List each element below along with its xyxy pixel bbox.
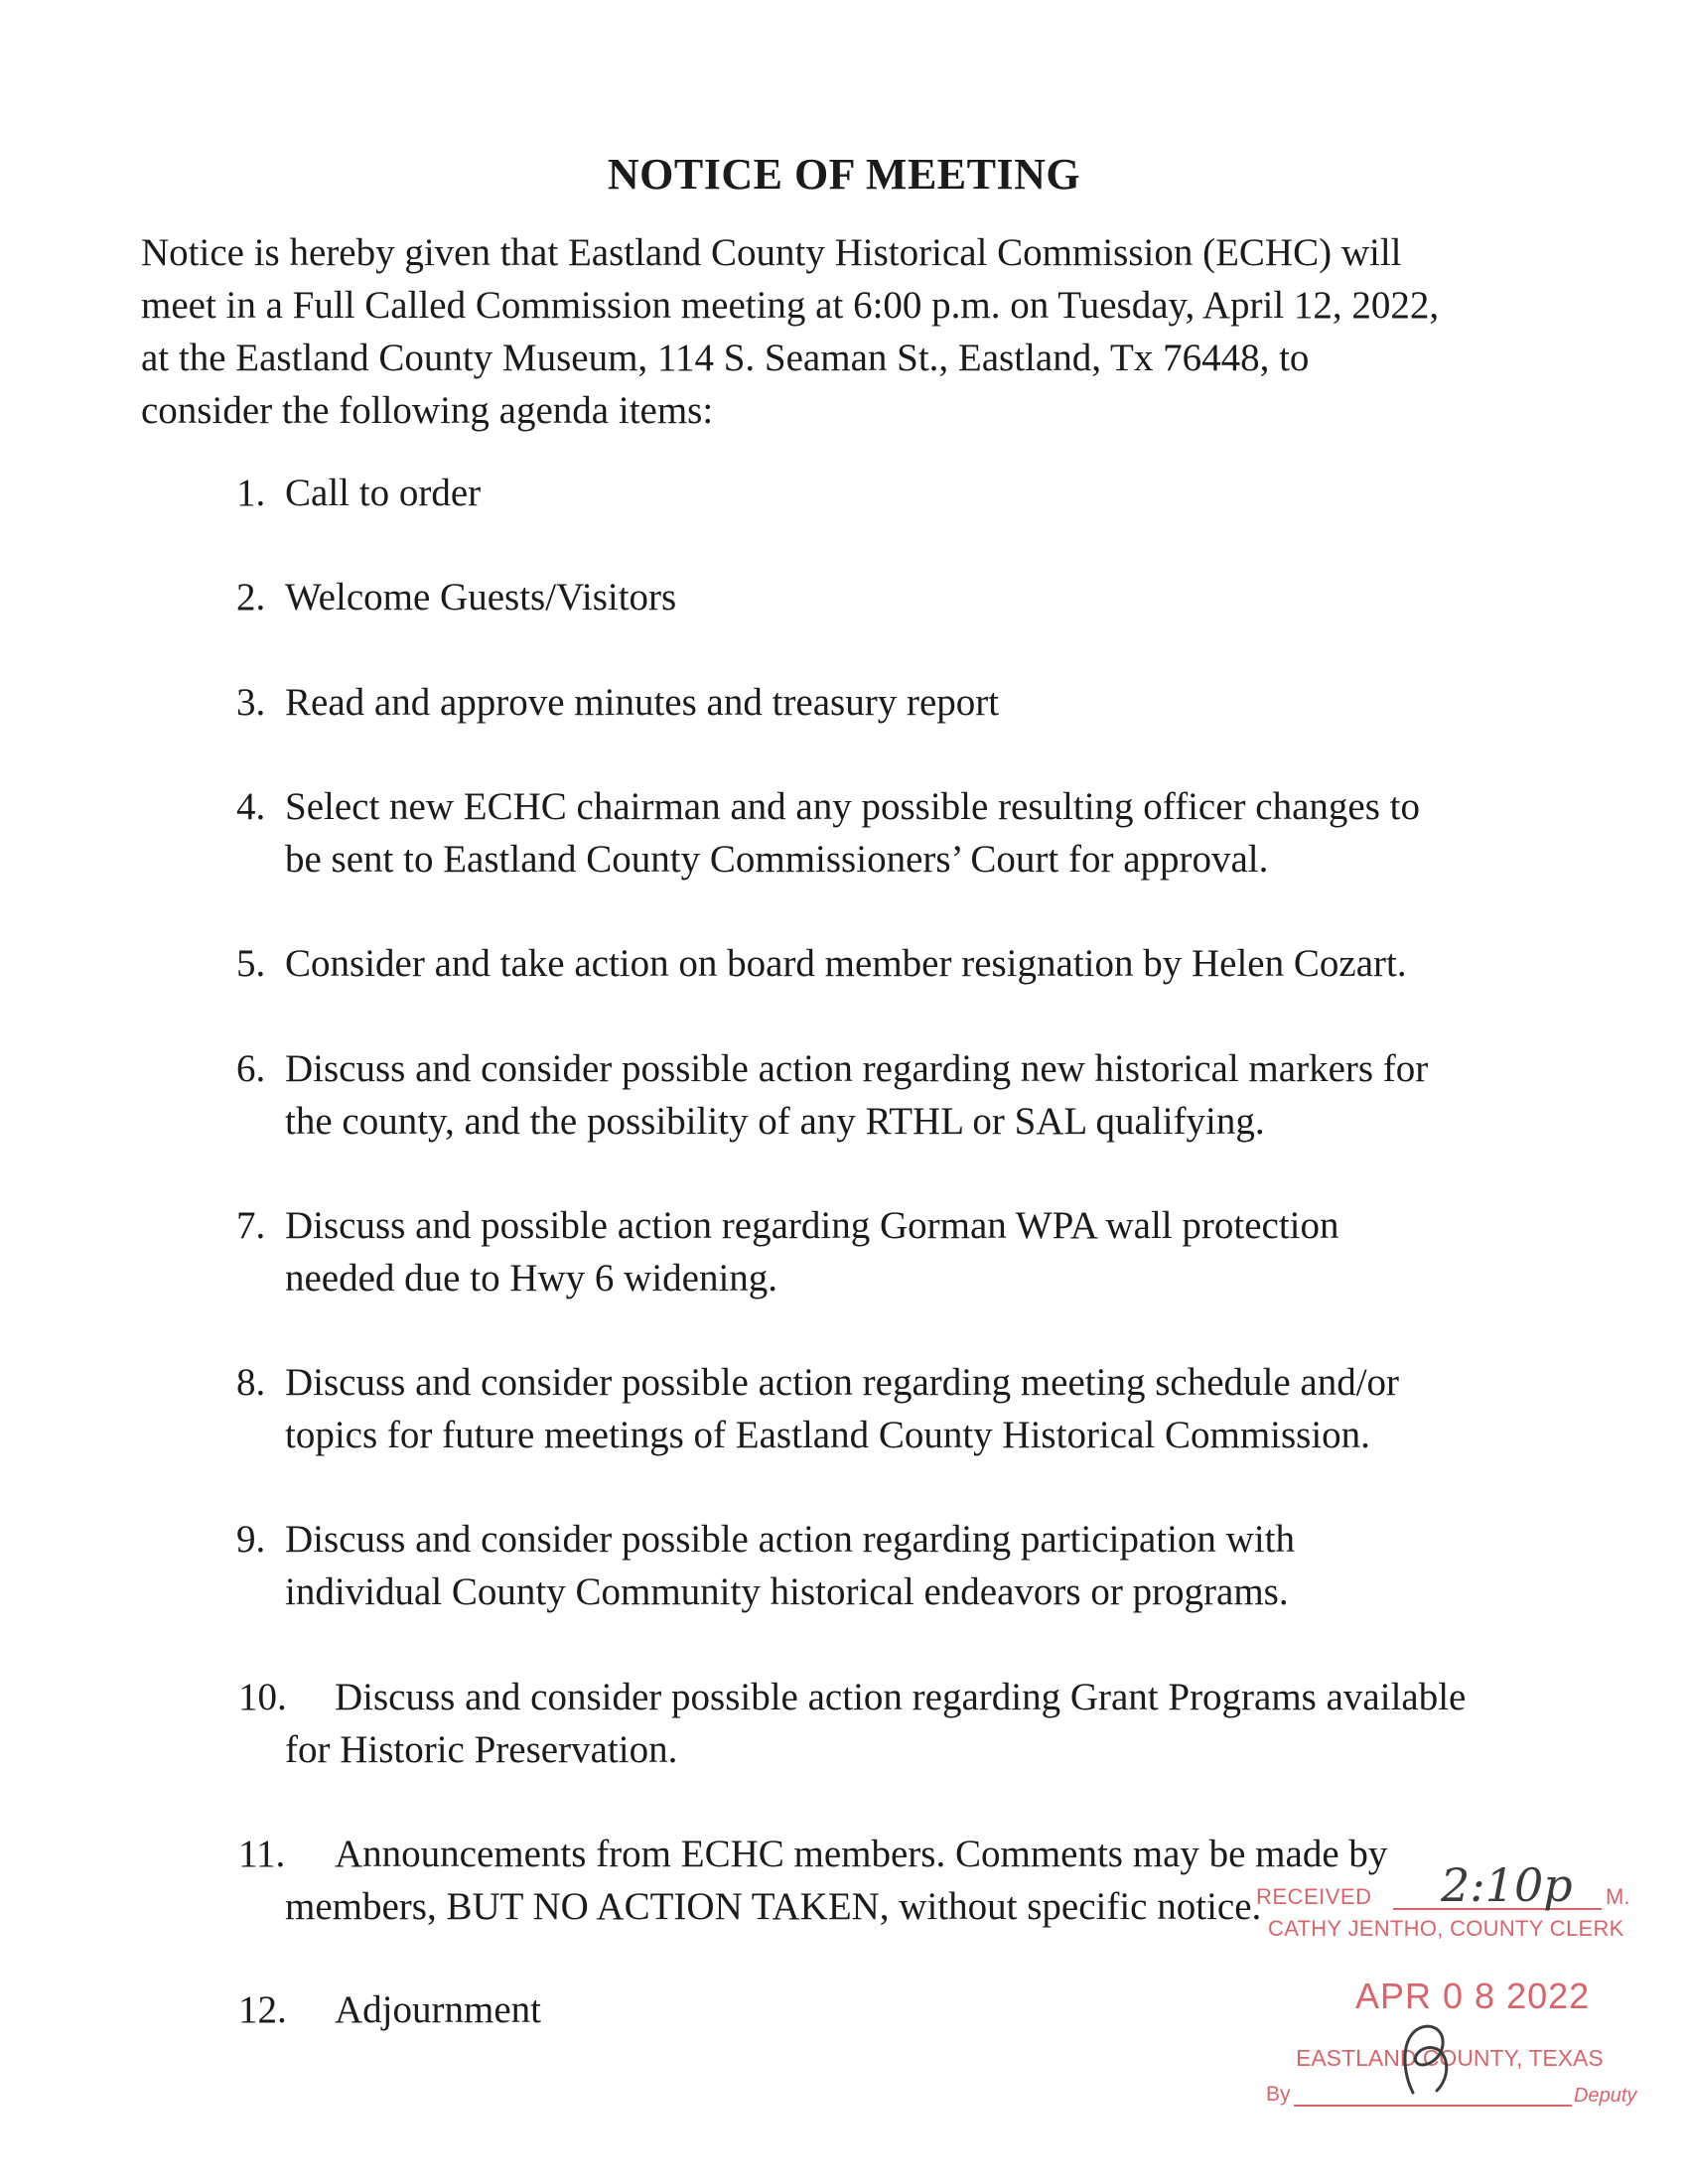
agenda-item-number: 9. [236,1518,266,1561]
stamp-received-label: RECEIVED [1256,1884,1372,1909]
agenda-item-number: 11. [238,1833,286,1875]
agenda-item-number: 5. [236,942,266,985]
intro-line: Notice is hereby given that Eastland County Historical Commission (ECHC) will [141,231,1402,274]
agenda-item-text: Discuss and consider possible action regarding Grant Programs available for Historic Preservation. [285,1676,1467,1771]
intro-paragraph [141,226,1581,437]
stamp-by-label: By [1266,2083,1291,2106]
agenda-item-text: Consider and take action on board member resignation by Helen Cozart. [285,942,1407,985]
stamp-county: EASTLAND COUNTY, TEXAS [1296,2045,1604,2071]
agenda-item-number: 8. [236,1361,266,1404]
stamp-m-label: M. [1606,1884,1630,1909]
agenda-item-text: Call to order [285,472,482,514]
agenda-item-text: Discuss and consider possible action regarding participation with individual County Community historical endeavors or programs. [285,1518,1296,1613]
agenda-item-number: 2. [236,576,266,618]
agenda-item-text: Select new ECHC chairman and any possible resulting officer changes to be sent to Eastland County Commissioners’ Court for approval. [285,785,1420,881]
handwritten-signature-icon [1393,2013,1463,2103]
agenda-item-text: Announcements from ECHC members. Comments may be made by members, BUT NO ACTION TAKEN, without specific notice. [285,1833,1388,1928]
agenda-item-number: 10. [238,1676,287,1718]
intro-line: at the Eastland County Museum, 114 S. Seaman St., Eastland, Tx 76448, to [141,337,1310,379]
agenda-item-text: Discuss and consider possible action regarding meeting schedule and/or topics for future meetings of Eastland County Historical Commission. [285,1361,1400,1456]
agenda-item-text: Discuss and possible action regarding Gorman WPA wall protection needed due to Hwy 6 widening. [285,1204,1339,1299]
agenda-item-text: Adjournment [335,1988,541,2031]
agenda-item-number: 3. [236,681,266,724]
stamp-handwritten-time: 2:10p [1441,1858,1573,1912]
agenda-item-number: 12. [238,1988,287,2031]
stamp-date: APR 0 8 2022 [1355,1976,1591,2016]
intro-line: consider the following agenda items: [141,389,714,432]
agenda-item-text: Welcome Guests/Visitors [285,576,677,618]
clerk-received-stamp [1246,1858,1683,2164]
agenda-item-number: 4. [236,785,266,828]
stamp-deputy-label: Deputy [1574,2085,1637,2107]
stamp-signature-line [1294,2105,1572,2107]
stamp-clerk-name: CATHY JENTHO, COUNTY CLERK [1268,1916,1624,1941]
agenda-item-text: Read and approve minutes and treasury report [285,681,1000,724]
agenda-item-text: Discuss and consider possible action regarding new historical markers for the county, and the possibility of any RTHL or SAL qualifying. [285,1047,1429,1143]
agenda-item-number: 7. [236,1204,266,1247]
agenda-item-number: 6. [236,1047,266,1090]
intro-line: meet in a Full Called Commission meeting at 6:00 p.m. on Tuesday, April 12, 2022, [141,284,1440,327]
agenda-item-number: 1. [236,472,266,514]
notice-title: NOTICE OF MEETING [607,150,1081,199]
